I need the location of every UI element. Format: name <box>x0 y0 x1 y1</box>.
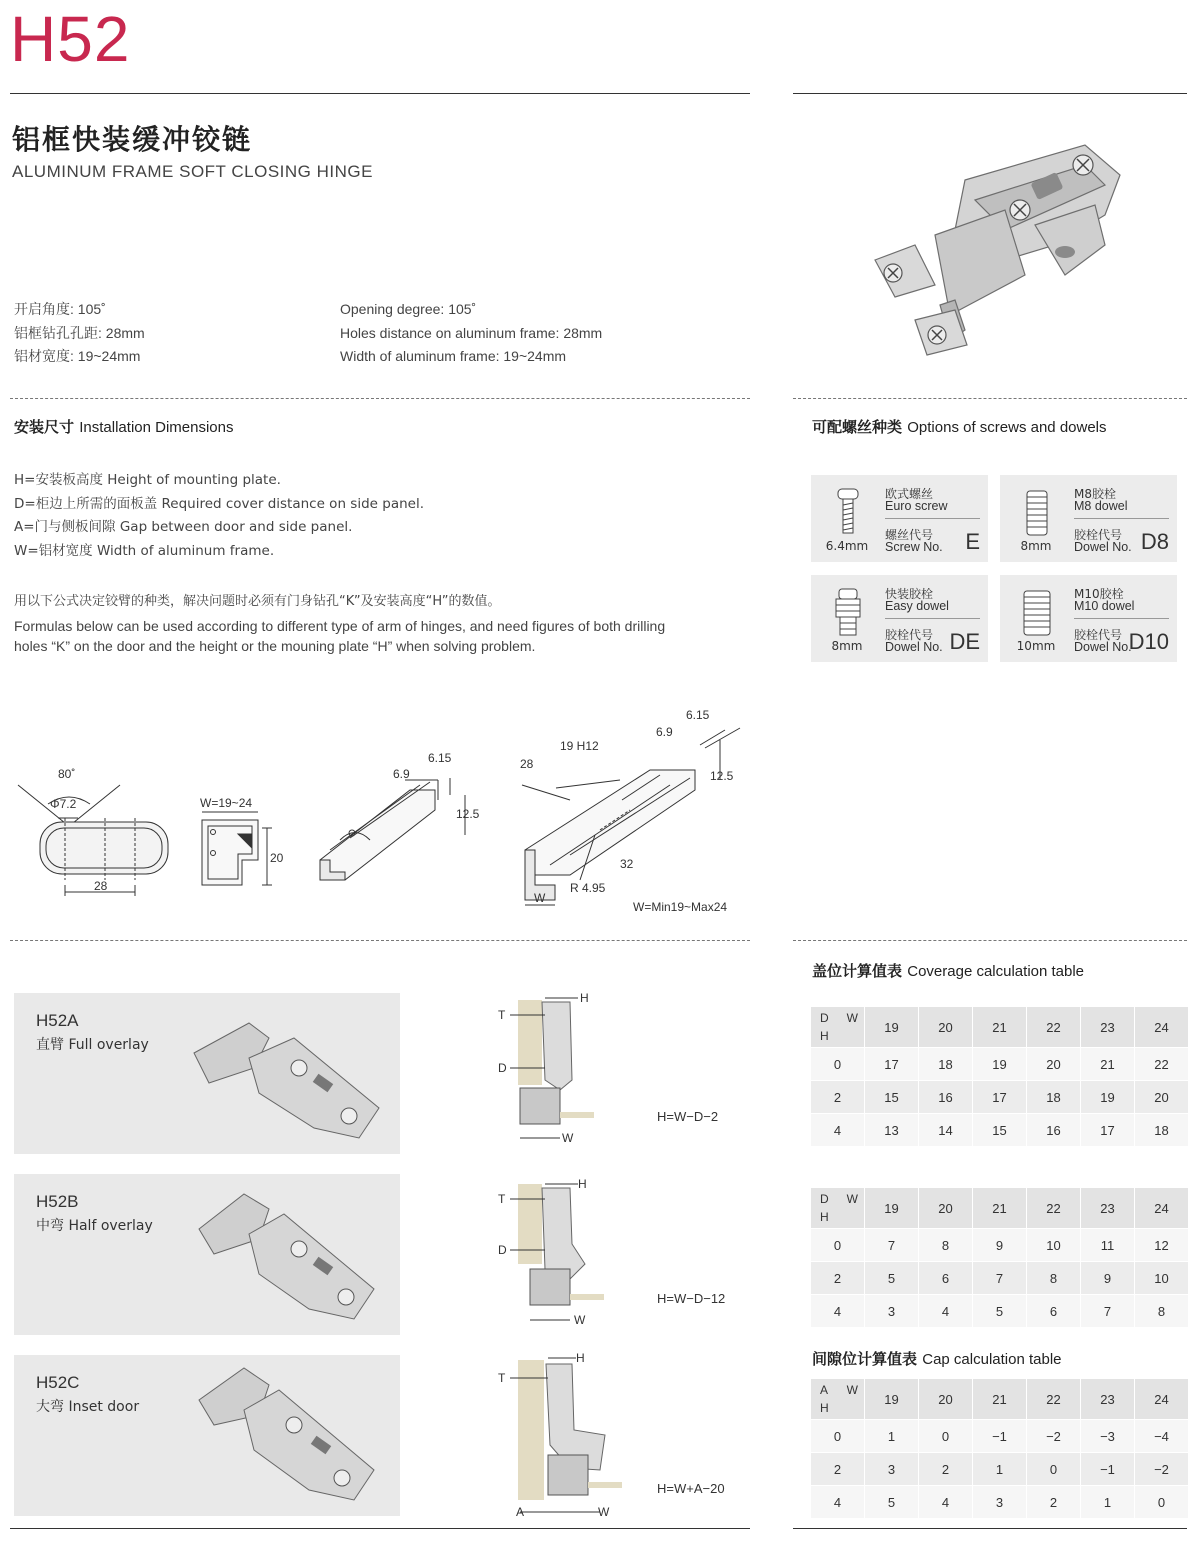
dowel-name-en: M8 dowel <box>1074 499 1128 513</box>
label-h: H <box>578 1177 587 1191</box>
variant-card-h52c <box>14 1355 400 1516</box>
column-header: 23 <box>1081 1379 1135 1420</box>
table-cell: 8 <box>919 1229 973 1262</box>
header-rule-right <box>793 93 1187 94</box>
label-t: T <box>498 1371 506 1385</box>
label-height-20: 20 <box>270 851 284 865</box>
corner-label: W <box>846 1011 858 1025</box>
label-t: T <box>498 1192 506 1206</box>
table-row <box>811 1420 1189 1453</box>
row-header: 2 <box>811 1262 865 1295</box>
variant-name: H52C <box>36 1373 80 1392</box>
label-p3-6-15: 6.15 <box>428 751 452 765</box>
table-cell: 18 <box>919 1048 973 1081</box>
screws-heading-cn: 可配螺丝种类 <box>812 418 903 436</box>
table-cell: 13 <box>865 1114 919 1147</box>
hinge-photo-h52b <box>174 1179 394 1329</box>
table-cell: 5 <box>865 1486 919 1519</box>
cap-table <box>810 1378 1189 1519</box>
divider-1-left <box>10 398 750 399</box>
installation-heading-cn: 安装尺寸 <box>14 418 75 436</box>
table-cell: 20 <box>1135 1081 1189 1114</box>
table-row <box>811 1114 1189 1147</box>
table-cell: 3 <box>865 1453 919 1486</box>
table-cell: 15 <box>973 1114 1027 1147</box>
table-row <box>811 1453 1189 1486</box>
corner-label: D <box>820 1192 829 1206</box>
table-cell: 4 <box>919 1295 973 1328</box>
column-header: 22 <box>1027 1188 1081 1229</box>
table-cell: 0 <box>919 1420 973 1453</box>
table-cell: 6 <box>1027 1295 1081 1328</box>
row-header: 0 <box>811 1048 865 1081</box>
table-cell: −3 <box>1081 1420 1135 1453</box>
table-cell: 3 <box>865 1295 919 1328</box>
title-cn: 铝框快装缓冲铰链 <box>12 123 253 156</box>
variant-card-h52b <box>14 1174 400 1335</box>
screw-no-cn: 螺丝代号 <box>885 528 934 542</box>
variant-name: H52A <box>36 1011 79 1030</box>
corner-label: H <box>820 1210 829 1224</box>
dowel-name-en: M10 dowel <box>1074 599 1135 613</box>
formula-h52c: H=W+A−20 <box>657 1481 725 1496</box>
cap-heading-en: Cap calculation table <box>922 1351 1062 1368</box>
spec-holes-en: Holes distance on aluminum frame: 28mm <box>340 324 603 341</box>
label-p4-32: 32 <box>620 857 634 871</box>
dowel-size: 8mm <box>1020 539 1052 553</box>
table-cell: 12 <box>1135 1229 1189 1262</box>
divider-2-right <box>793 940 1187 941</box>
table-cell: 18 <box>1135 1114 1189 1147</box>
spec-width-en: Width of aluminum frame: 19~24mm <box>340 348 567 364</box>
label-d: D <box>498 1061 507 1075</box>
corner-label: D <box>820 1011 829 1025</box>
corner-label: W <box>846 1383 858 1397</box>
corner-label: A <box>820 1383 829 1397</box>
m8-dowel-icon <box>1008 483 1066 543</box>
cap-heading <box>812 1348 1062 1369</box>
table-cell: 1 <box>1081 1486 1135 1519</box>
mounting-diagram-h52c <box>490 1350 630 1525</box>
label-h: H <box>580 991 589 1005</box>
mounting-diagram-h52b <box>490 1174 630 1334</box>
table-cell: 8 <box>1027 1262 1081 1295</box>
label-hole-distance: 28 <box>94 879 108 893</box>
table-row <box>811 1262 1189 1295</box>
specs-en <box>340 298 602 369</box>
easy-dowel-icon <box>819 583 877 643</box>
table-cell: 17 <box>865 1048 919 1081</box>
screws-heading-en: Options of screws and dowels <box>907 419 1107 436</box>
column-header: 19 <box>865 1188 919 1229</box>
column-header: 21 <box>973 1379 1027 1420</box>
label-p4-width-range: W=Min19~Max24 <box>633 900 728 914</box>
column-header: 24 <box>1135 1379 1189 1420</box>
table-cell: 15 <box>865 1081 919 1114</box>
table-cell: −1 <box>1081 1453 1135 1486</box>
table-row <box>811 1048 1189 1081</box>
column-header: 22 <box>1027 1379 1081 1420</box>
euro-screw-icon <box>819 483 877 543</box>
label-p4-6-15: 6.15 <box>686 708 710 722</box>
table-cell: 4 <box>919 1486 973 1519</box>
label-p4-12-5: 12.5 <box>710 769 734 783</box>
column-header: 24 <box>1135 1007 1189 1048</box>
definition-h: H=安装板高度 Height of mounting plate. <box>14 472 281 488</box>
dowel-name-en: Easy dowel <box>885 599 949 613</box>
corner-label: H <box>820 1401 829 1415</box>
table-row <box>811 1486 1189 1519</box>
table-cell: 1 <box>865 1420 919 1453</box>
screw-card-easy <box>811 575 988 662</box>
label-t: T <box>498 1008 506 1022</box>
coverage-table-1 <box>810 1006 1189 1147</box>
variant-desc: 直臂 Full overlay <box>36 1037 149 1053</box>
coverage-table-2 <box>810 1187 1189 1328</box>
table-cell: −1 <box>973 1420 1027 1453</box>
table-cell: 8 <box>1135 1295 1189 1328</box>
screw-name-en: Euro screw <box>885 499 948 513</box>
label-p4-19h12: 19 H12 <box>560 739 599 753</box>
label-p4-6-9: 6.9 <box>656 725 673 739</box>
column-header: 23 <box>1081 1007 1135 1048</box>
label-p3-6-9: 6.9 <box>393 767 410 781</box>
dowel-no-en: Dowel No. <box>1074 540 1132 554</box>
table-cell: 5 <box>865 1262 919 1295</box>
column-header: 24 <box>1135 1188 1189 1229</box>
label-hole-diameter: Φ7.2 <box>50 797 77 811</box>
screw-card-m8 <box>1000 475 1177 562</box>
model-code: H52 <box>10 3 131 75</box>
definition-a: A=门与侧板间隙 Gap between door and side panel. <box>14 519 353 535</box>
table-cell: −2 <box>1027 1420 1081 1453</box>
table-cell: 16 <box>919 1081 973 1114</box>
formula-note-cn: 用以下公式决定铰臂的种类，解决问题时必须有门身钻孔“K”及安装高度“H”的数值。 <box>14 594 501 609</box>
installation-heading <box>14 416 234 437</box>
coverage-heading-cn: 盖位计算值表 <box>812 962 903 980</box>
coverage-heading-en: Coverage calculation table <box>907 963 1085 980</box>
table-cell: 7 <box>973 1262 1027 1295</box>
formula-h52a: H=W−D−2 <box>657 1109 719 1124</box>
dowel-size: 8mm <box>831 639 863 653</box>
column-header: 20 <box>919 1379 973 1420</box>
dowel-no-en: Dowel No. <box>1074 640 1132 654</box>
row-header: 4 <box>811 1486 865 1519</box>
label-p3-12-5: 12.5 <box>456 807 480 821</box>
mounting-diagram-h52a <box>490 990 630 1150</box>
label-width-range: W=19~24 <box>200 796 253 810</box>
table-cell: 10 <box>1027 1229 1081 1262</box>
table-corner <box>811 1007 865 1048</box>
table-cell: 22 <box>1135 1048 1189 1081</box>
dowel-name-cn: M10胶栓 <box>1074 587 1124 601</box>
variant-desc: 中弯 Half overlay <box>36 1218 153 1234</box>
screw-size: 6.4mm <box>825 539 869 553</box>
dowel-code: D10 <box>1128 629 1169 654</box>
column-header: 20 <box>919 1007 973 1048</box>
label-w: W <box>598 1505 610 1519</box>
definition-d: D=柜边上所需的面板盖 Required cover distance on side panel. <box>14 495 424 512</box>
table-cell: 5 <box>973 1295 1027 1328</box>
table-cell: 10 <box>1135 1262 1189 1295</box>
dowel-code: D8 <box>1140 529 1169 554</box>
row-header: 2 <box>811 1453 865 1486</box>
formula-note-en: Formulas below can be used according to different type of arm of hinges, and need figures of both drilling holes “K” on the door and the height or the mouning plate “H” when solving problem. <box>14 618 666 654</box>
table-cell: 7 <box>1081 1295 1135 1328</box>
hinge-photo-h52a <box>174 998 394 1148</box>
table-cell: 6 <box>919 1262 973 1295</box>
definition-w: W=铝材宽度 Width of aluminum frame. <box>14 542 275 559</box>
table-cell: 18 <box>1027 1081 1081 1114</box>
table-corner <box>811 1188 865 1229</box>
screw-no-en: Screw No. <box>885 540 943 554</box>
card-divider <box>885 618 980 619</box>
corner-label: W <box>846 1192 858 1206</box>
label-angle: 80˚ <box>58 767 76 781</box>
label-d: D <box>498 1243 507 1257</box>
table-cell: 2 <box>919 1453 973 1486</box>
table-cell: 0 <box>1135 1486 1189 1519</box>
label-w: W <box>574 1313 586 1327</box>
column-header: 19 <box>865 1379 919 1420</box>
table-corner <box>811 1379 865 1420</box>
dowel-name-cn: 快装胶栓 <box>885 587 934 601</box>
column-header: 23 <box>1081 1188 1135 1229</box>
row-header: 4 <box>811 1295 865 1328</box>
corner-label: H <box>820 1029 829 1043</box>
dowel-no-cn: 胶栓代号 <box>1074 628 1123 642</box>
spec-opening-cn: 开启角度: 105˚ <box>14 301 106 317</box>
dowel-name-cn: M8胶栓 <box>1074 487 1116 501</box>
table-cell: 19 <box>1081 1081 1135 1114</box>
table-row <box>811 1295 1189 1328</box>
hinge-photo-h52c <box>174 1360 394 1510</box>
installation-heading-en: Installation Dimensions <box>79 419 234 436</box>
table-row <box>811 1229 1189 1262</box>
card-divider <box>885 518 980 519</box>
row-header: 2 <box>811 1081 865 1114</box>
hinge-product-image <box>855 125 1145 365</box>
screw-code: E <box>965 529 980 554</box>
spec-opening-en: Opening degree: 105˚ <box>340 301 477 317</box>
screw-card-m10 <box>1000 575 1177 662</box>
variant-desc: 大弯 Inset door <box>36 1399 140 1415</box>
column-header: 21 <box>973 1188 1027 1229</box>
dowel-no-cn: 胶栓代号 <box>1074 528 1123 542</box>
table-cell: 19 <box>973 1048 1027 1081</box>
table-cell: 9 <box>973 1229 1027 1262</box>
row-header: 0 <box>811 1229 865 1262</box>
label-p4-28: 28 <box>520 757 534 771</box>
row-header: 0 <box>811 1420 865 1453</box>
table-cell: 16 <box>1027 1114 1081 1147</box>
table-cell: 17 <box>1081 1114 1135 1147</box>
label-h: H <box>576 1351 585 1365</box>
screws-heading <box>812 416 1107 437</box>
dowel-no-cn: 胶栓代号 <box>885 628 934 642</box>
coverage-heading <box>812 960 1084 981</box>
variant-card-h52a <box>14 993 400 1154</box>
title-en: ALUMINUM FRAME SOFT CLOSING HINGE <box>12 162 373 181</box>
label-p4-w: W <box>534 891 546 905</box>
table-cell: 3 <box>973 1486 1027 1519</box>
table-cell: 7 <box>865 1229 919 1262</box>
card-divider <box>1074 518 1169 519</box>
screw-name-cn: 欧式螺丝 <box>885 487 934 501</box>
table-cell: 14 <box>919 1114 973 1147</box>
installation-drawings <box>10 700 750 915</box>
column-header: 20 <box>919 1188 973 1229</box>
table-cell: −2 <box>1135 1453 1189 1486</box>
cap-heading-cn: 间隙位计算值表 <box>812 1350 918 1368</box>
label-p4-radius: R 4.95 <box>570 881 606 895</box>
variant-name: H52B <box>36 1192 79 1211</box>
table-cell: 11 <box>1081 1229 1135 1262</box>
table-cell: 17 <box>973 1081 1027 1114</box>
label-w: W <box>562 1131 574 1145</box>
table-cell: 21 <box>1081 1048 1135 1081</box>
column-header: 19 <box>865 1007 919 1048</box>
table-cell: 0 <box>1027 1453 1081 1486</box>
screw-card-euro <box>811 475 988 562</box>
divider-2-left <box>10 940 750 941</box>
header-rule-left <box>10 93 750 94</box>
spec-holes-cn: 铝框钻孔孔距: 28mm <box>14 324 145 341</box>
table-row <box>811 1081 1189 1114</box>
spec-width-cn: 铝材宽度: 19~24mm <box>14 348 141 364</box>
table-cell: 1 <box>973 1453 1027 1486</box>
dowel-no-en: Dowel No. <box>885 640 943 654</box>
column-header: 21 <box>973 1007 1027 1048</box>
dowel-code: DE <box>949 629 980 654</box>
table-cell: 20 <box>1027 1048 1081 1081</box>
table-cell: −4 <box>1135 1420 1189 1453</box>
formula-h52b: H=W−D−12 <box>657 1291 726 1306</box>
column-header: 22 <box>1027 1007 1081 1048</box>
label-a: A <box>516 1505 525 1519</box>
table-cell: 2 <box>1027 1486 1081 1519</box>
definitions-list <box>14 469 424 563</box>
table-cell: 9 <box>1081 1262 1135 1295</box>
specs-cn <box>14 298 145 369</box>
row-header: 4 <box>811 1114 865 1147</box>
footer-rule-left <box>10 1528 750 1529</box>
divider-1-right <box>793 398 1187 399</box>
m10-dowel-icon <box>1008 583 1066 643</box>
footer-rule-right <box>793 1528 1187 1529</box>
dowel-size: 10mm <box>1016 639 1056 653</box>
card-divider <box>1074 618 1169 619</box>
